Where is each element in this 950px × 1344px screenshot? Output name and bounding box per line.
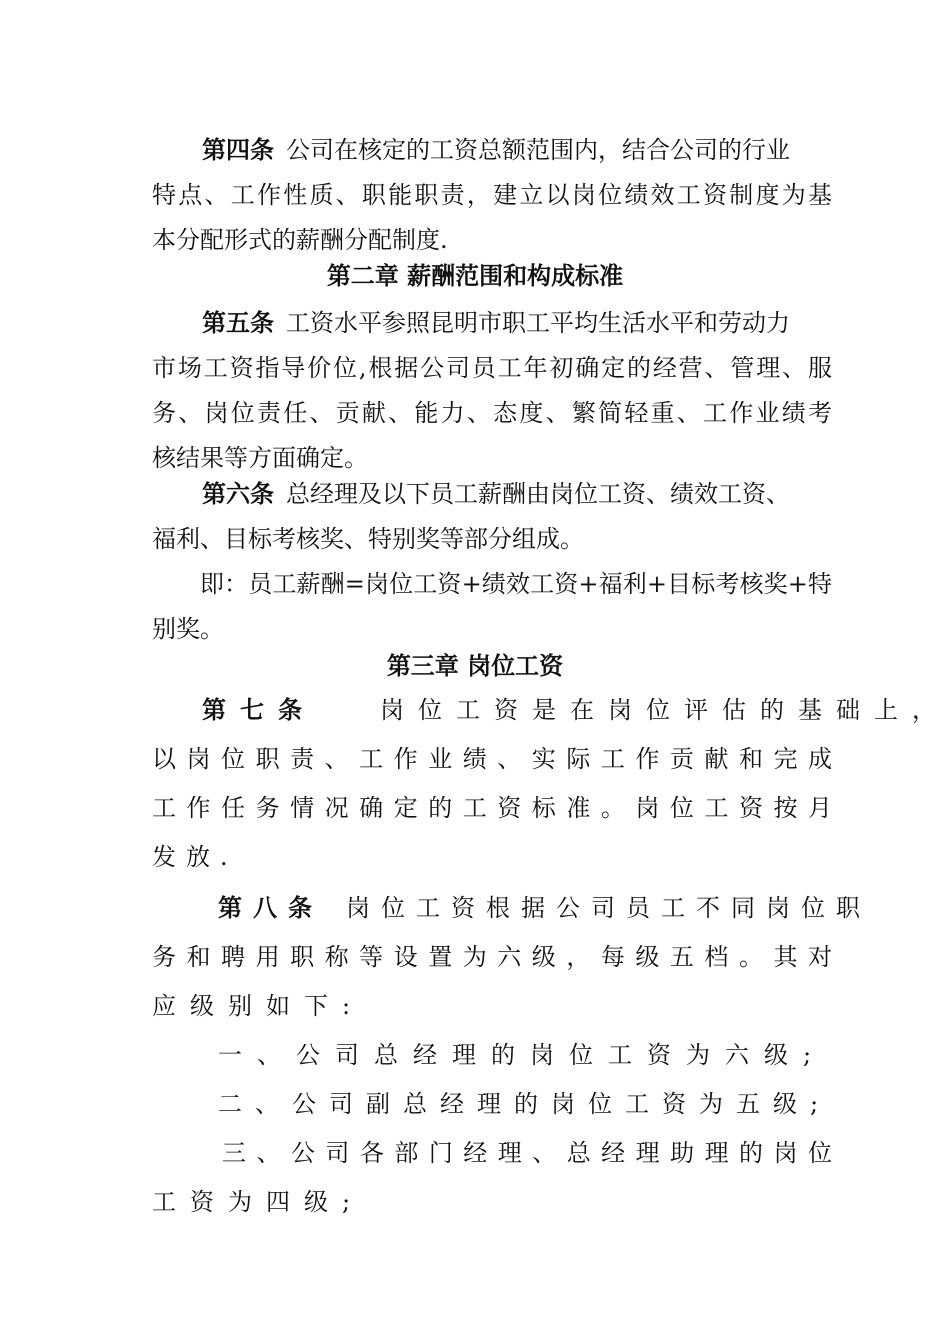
article-7-line-1 [152, 686, 950, 735]
article-5-line-2: 市场工资指导价位,根据公司员工年初确定的经营、管理、服 [152, 354, 832, 382]
article-8-line-2: 务和聘用职称等设置为六级，每级五档。其对 [152, 943, 832, 971]
article-6-line-1 [152, 472, 832, 517]
article-6-line-2: 福利、目标考核奖、特别奖等部分组成。 [152, 525, 584, 553]
article-4-line-1 [152, 128, 832, 173]
article-5-text-1: 工资水平参照昆明市职工平均生活水平和劳动力 [286, 309, 790, 337]
article-6-text-1: 总经理及以下员工薪酬由岗位工资、绩效工资、 [286, 480, 790, 508]
article-6-formula-line-1 [152, 562, 832, 607]
article-6 [152, 472, 832, 652]
article-5-line-1 [152, 301, 832, 346]
article-4 [152, 128, 832, 263]
article-8-item-3-line-1 [152, 1129, 832, 1178]
article-8-item-1-text: 一、公司总经理的岗位工资为六级; [218, 1041, 827, 1069]
article-6-label: 第六条 [202, 480, 274, 508]
article-8-label: 第八条 [218, 894, 323, 922]
article-7 [152, 686, 950, 882]
article-7-label: 第七条 [202, 696, 316, 724]
article-7-text-1: 岗位工资是在岗位评估的基础上， [380, 696, 950, 724]
article-5 [152, 301, 832, 481]
article-4-line-2: 特点、工作性质、职能职责，建立以岗位绩效工资制度为基 [152, 181, 832, 209]
article-8 [152, 884, 871, 1227]
article-5-label: 第五条 [202, 309, 274, 337]
article-7-line-4: 发放. [152, 843, 238, 871]
article-4-line-3: 本分配形式的薪酬分配制度. [152, 226, 448, 254]
article-8-item-3-text: 三、公司各部门经理、总经理助理的岗位 [222, 1139, 832, 1167]
article-8-line-3: 应级别如下: [152, 992, 365, 1020]
chapter-2-heading: 第二章 薪酬范围和构成标准 [326, 262, 624, 290]
article-5-line-4: 核结果等方面确定。 [152, 444, 368, 472]
article-4-text-1: 公司在核定的工资总额范围内，结合公司的行业 [286, 136, 790, 164]
chapter-3-heading: 第三章 岗位工资 [386, 652, 564, 680]
article-8-line-1 [152, 884, 871, 933]
article-8-text-1: 岗位工资根据公司员工不同岗位职 [346, 894, 871, 922]
article-8-item-1 [152, 1031, 832, 1080]
article-6-formula-line-2: 别奖。 [152, 615, 224, 643]
article-8-item-3-line-2: 工资为四级; [152, 1188, 365, 1216]
article-4-label: 第四条 [202, 136, 274, 164]
article-8-item-2 [152, 1080, 832, 1129]
article-8-item-2-text: 二、公司副总经理的岗位工资为五级; [218, 1090, 832, 1118]
article-7-line-3: 工作任务情况确定的工资标准。岗位工资按月 [152, 794, 832, 822]
article-6-formula-text: 即：员工薪酬=岗位工资+绩效工资+福利+目标考核奖+特 [200, 570, 832, 598]
article-7-line-2: 以岗位职责、工作业绩、实际工作贡献和完成 [152, 745, 832, 773]
article-5-line-3: 务、岗位责任、贡献、能力、态度、繁简轻重、工作业绩考 [152, 399, 832, 427]
